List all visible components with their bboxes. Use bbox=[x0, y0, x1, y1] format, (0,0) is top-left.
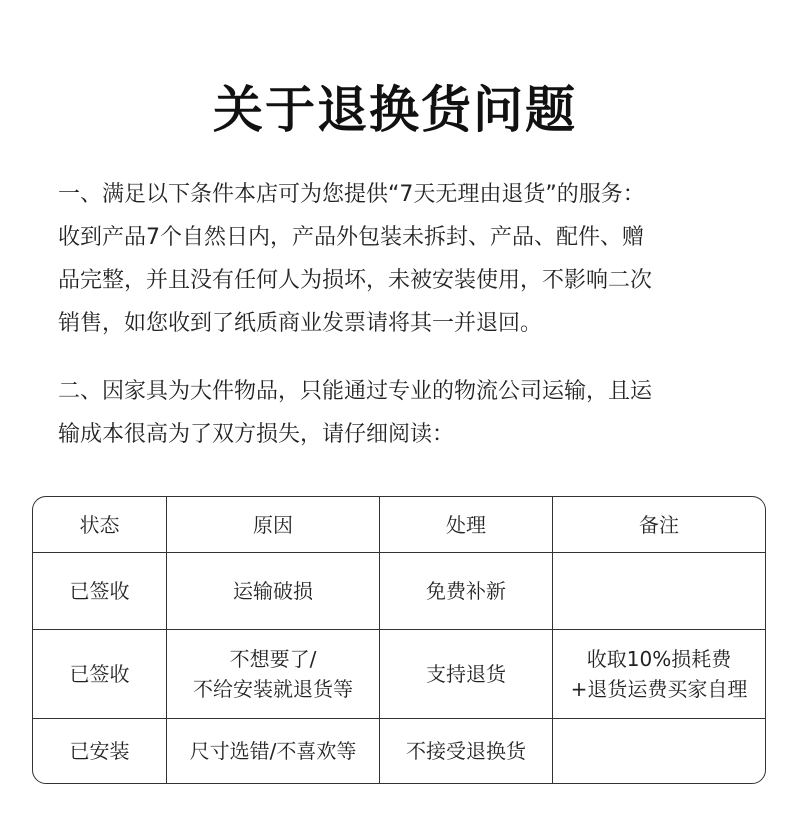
paragraph-line: 销售，如您收到了纸质商业发票请将其一并退回。 bbox=[58, 311, 543, 336]
cell-reason bbox=[167, 719, 380, 783]
header-action: 处理 bbox=[380, 497, 553, 553]
paragraph-line: 一、满足以下条件本店可为您提供“7天无理由退货”的服务： bbox=[58, 182, 645, 207]
cell-note bbox=[553, 553, 765, 630]
paragraph-line: 品完整，并且没有任何人为损坏，未被安装使用，不影响二次 bbox=[58, 268, 653, 293]
cell-line: 运输破损 bbox=[233, 579, 313, 603]
cell-reason bbox=[167, 630, 380, 719]
cell-reason bbox=[167, 553, 380, 630]
cell-line: 不想要了/ bbox=[229, 647, 317, 671]
header-note: 备注 bbox=[553, 497, 765, 553]
cell-line: +退货运费买家自理 bbox=[570, 677, 748, 701]
table-row bbox=[33, 553, 765, 630]
cell-action: 不接受退换货 bbox=[380, 719, 553, 783]
page-title: 关于退换货问题 bbox=[213, 81, 577, 139]
table-row bbox=[33, 719, 765, 783]
cell-line: 收取10%损耗费 bbox=[586, 647, 732, 671]
return-policy-table bbox=[32, 496, 766, 784]
cell-status: 已安装 bbox=[33, 719, 167, 783]
policy-paragraph-1 bbox=[58, 173, 738, 345]
paragraph-line: 收到产品7个自然日内，产品外包装未拆封、产品、配件、赠 bbox=[58, 225, 644, 250]
cell-note bbox=[553, 719, 765, 783]
header-status: 状态 bbox=[33, 497, 167, 553]
policy-paragraph-2 bbox=[58, 370, 738, 456]
table-row bbox=[33, 630, 765, 719]
cell-note bbox=[553, 630, 765, 719]
cell-line: 尺寸选错/不喜欢等 bbox=[189, 739, 357, 763]
cell-action: 免费补新 bbox=[380, 553, 553, 630]
table-header-row bbox=[33, 497, 765, 553]
paragraph-line: 二、因家具为大件物品，只能通过专业的物流公司运输，且运 bbox=[58, 379, 653, 404]
paragraph-line: 输成本很高为了双方损失，请仔细阅读： bbox=[58, 422, 455, 447]
cell-action: 支持退货 bbox=[380, 630, 553, 719]
cell-line: 不给安装就退货等 bbox=[193, 677, 353, 701]
header-reason: 原因 bbox=[167, 497, 380, 553]
cell-status: 已签收 bbox=[33, 553, 167, 630]
cell-status: 已签收 bbox=[33, 630, 167, 719]
